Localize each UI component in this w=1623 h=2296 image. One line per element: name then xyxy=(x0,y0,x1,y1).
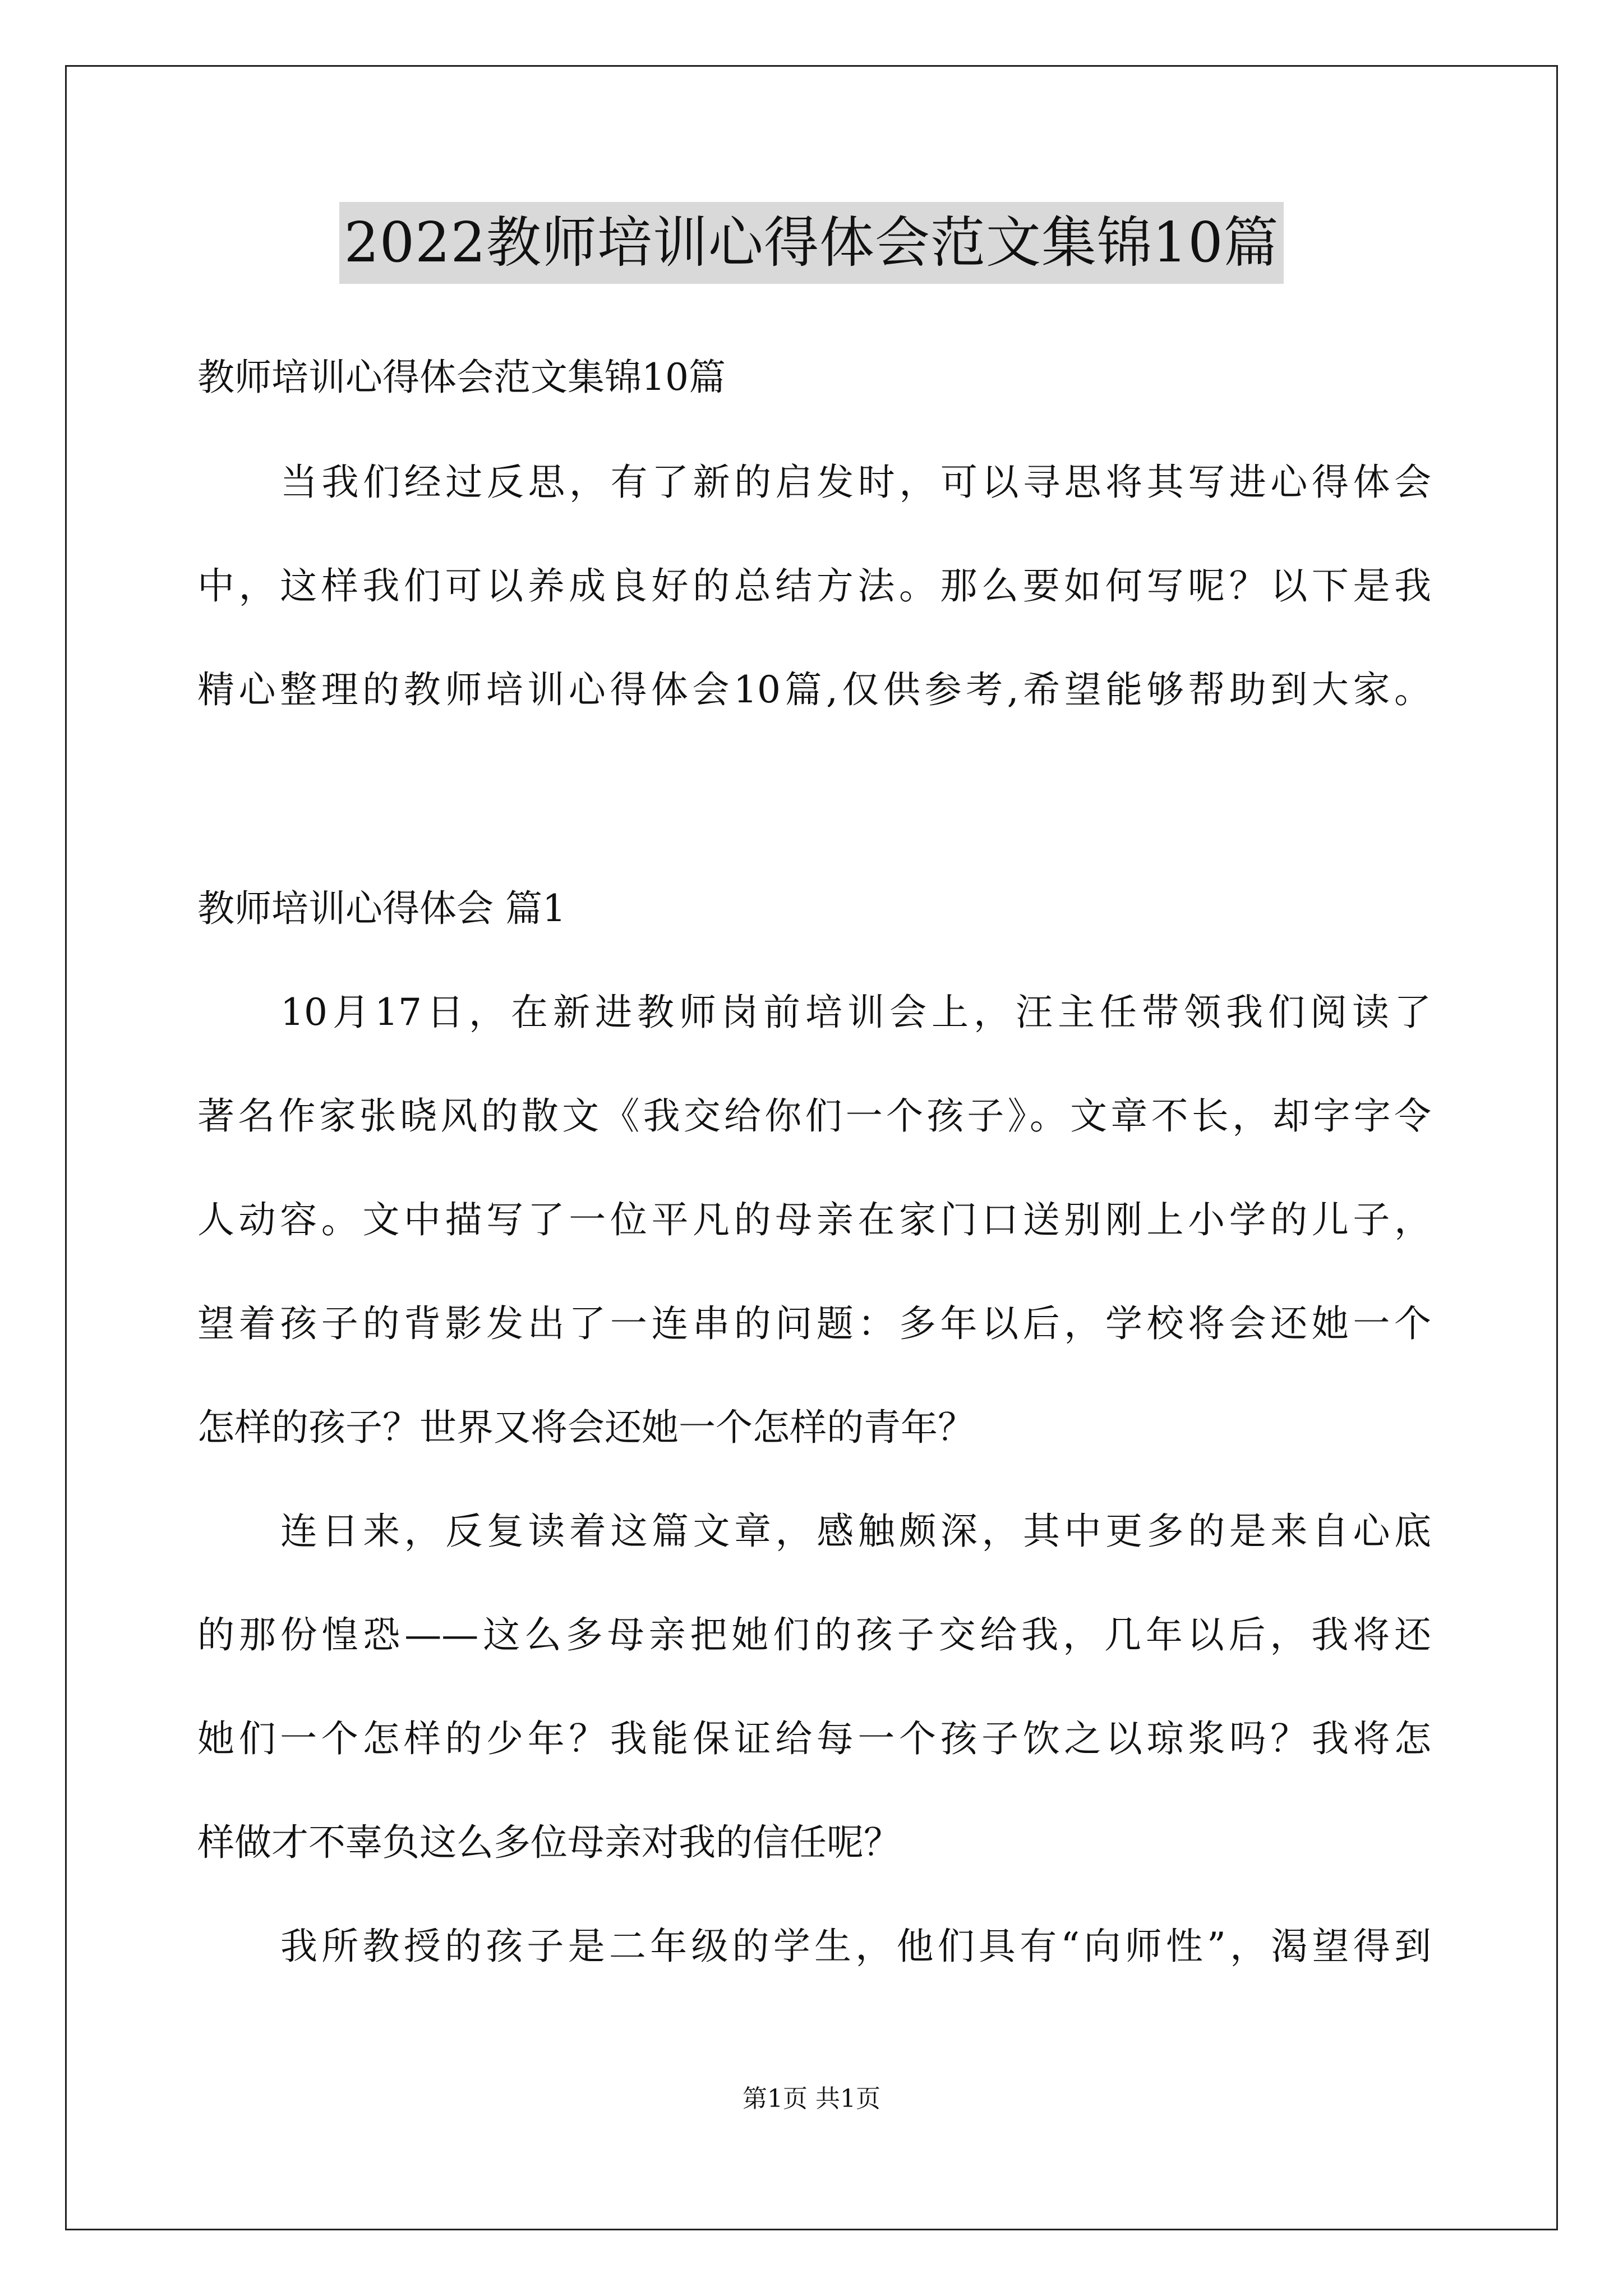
document-subtitle: 教师培训心得体会范文集锦10篇 xyxy=(197,356,726,399)
paragraph-line: 望着孩子的背影发出了一连串的问题：多年以后，学校将会还她一个 xyxy=(197,1302,1431,1345)
section-heading: 教师培训心得体会 篇1 xyxy=(197,887,566,930)
intro-line: 中，这样我们可以养成良好的总结方法。那么要如何写呢？以下是我 xyxy=(197,564,1431,608)
intro-line: 精心整理的教师培训心得体会10篇,仅供参考,希望能够帮助到大家。 xyxy=(197,668,1431,711)
paragraph-line: 人动容。文中描写了一位平凡的母亲在家门口送别刚上小学的儿子， xyxy=(197,1198,1431,1241)
title-area xyxy=(0,202,1623,284)
paragraph-line: 连日来，反复读着这篇文章，感触颇深，其中更多的是来自心底 xyxy=(280,1510,1431,1553)
paragraph-line: 著名作家张晓风的散文《我交给你们一个孩子》。文章不长，却字字令 xyxy=(197,1094,1431,1138)
paragraph-line: 10月17日，在新进教师岗前培训会上，汪主任带领我们阅读了 xyxy=(280,991,1431,1034)
paragraph-line: 她们一个怎样的少年？我能保证给每一个孩子饮之以琼浆吗？我将怎 xyxy=(197,1717,1431,1760)
paragraph-line: 的那份惶恐——这么多母亲把她们的孩子交给我，几年以后，我将还 xyxy=(197,1613,1431,1657)
paragraph-line: 我所教授的孩子是二年级的学生，他们具有“向师性”，渴望得到 xyxy=(280,1925,1431,1968)
paragraph-line: 怎样的孩子？世界又将会还她一个怎样的青年？ xyxy=(197,1406,975,1449)
page-footer: 第1页 共1页 xyxy=(743,2085,880,2113)
document-title: 2022教师培训心得体会范文集锦10篇 xyxy=(339,202,1283,284)
paragraph-line: 样做才不辜负这么多位母亲对我的信任呢？ xyxy=(197,1821,901,1864)
intro-line: 当我们经过反思，有了新的启发时，可以寻思将其写进心得体会 xyxy=(280,461,1431,504)
